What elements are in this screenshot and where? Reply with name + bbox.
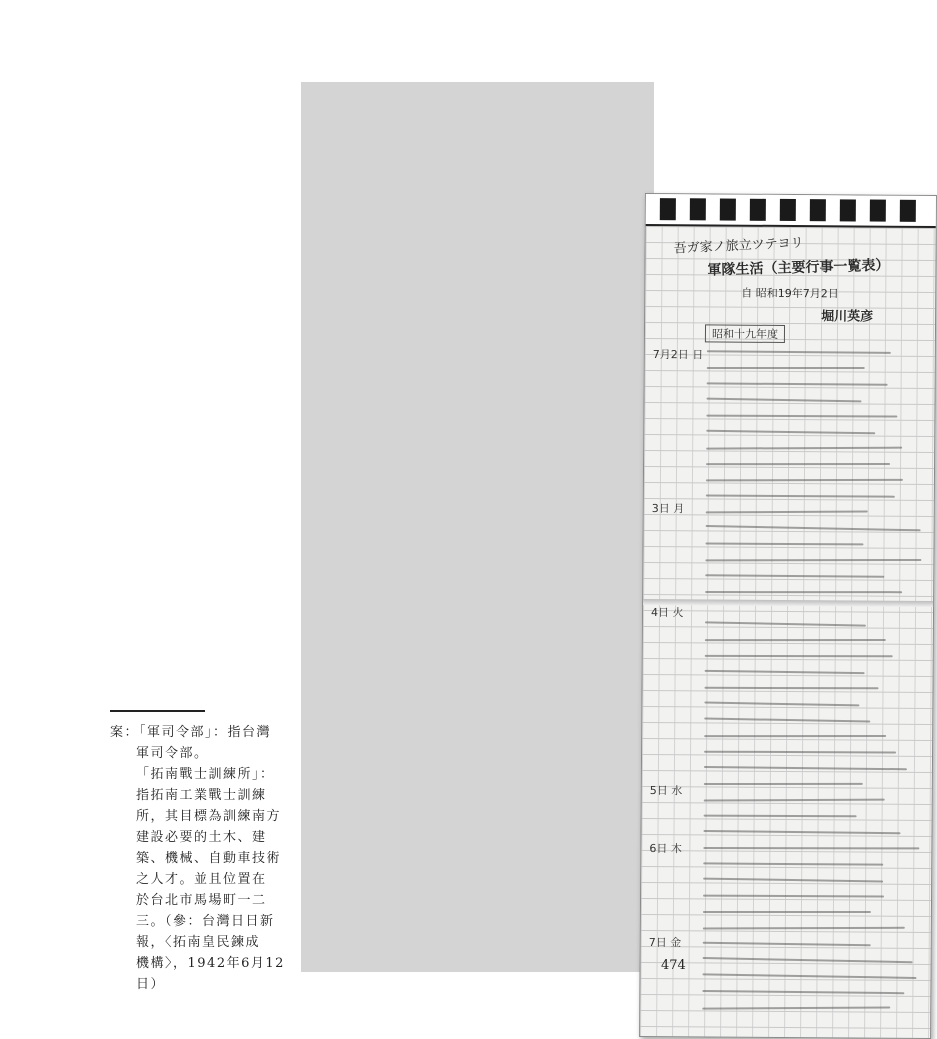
footnote-line: 報，〈拓南皇民鍊成 [136, 935, 261, 950]
handwriting-stroke [705, 559, 921, 561]
handwriting-stroke [707, 350, 891, 354]
footnote [110, 722, 286, 995]
handwriting-stroke [706, 525, 921, 531]
handwriting-stroke [703, 942, 871, 946]
footnote-line: 機構〉，1942年6月12 [136, 956, 285, 971]
notebook-author: 堀川英彦 [821, 309, 874, 325]
footnote-line: 日） [136, 977, 166, 992]
notebook-heading-3: 自 昭和19年7月2日 [741, 286, 839, 301]
notebook-date: 3日 月 [651, 502, 685, 516]
handwriting-stroke [706, 430, 875, 435]
handwriting-stroke [703, 862, 883, 865]
handwriting-stroke [702, 973, 916, 979]
handwriting-stroke [706, 463, 890, 465]
handwriting-stroke [704, 815, 857, 818]
handwriting-stroke [705, 543, 863, 546]
footnote-line: 指拓南工業戰士訓練 [136, 788, 267, 803]
handwriting-stroke [707, 398, 862, 403]
notebook-heading-2: 軍隊生活（主要行事一覧表） [707, 257, 890, 279]
handwriting-stroke [704, 783, 863, 785]
handwriting-stroke [704, 799, 885, 802]
footnote-line: 建設必要的土木、建 [136, 830, 267, 845]
handwriting-stroke [703, 895, 884, 898]
footnote-line: 案：「軍司令部」：指台灣 [110, 725, 272, 740]
handwriting-stroke [703, 927, 905, 930]
handwriting-stroke [706, 415, 897, 418]
handwriting-stroke [704, 751, 896, 754]
handwriting-stroke [704, 687, 878, 689]
handwriting-stroke [704, 766, 907, 770]
notebook-fold [643, 599, 933, 607]
handwriting-stroke [703, 847, 919, 849]
handwriting-stroke [702, 1006, 890, 1009]
handwriting-stroke [707, 382, 888, 385]
notebook-date: 7月2日 日 [652, 348, 704, 362]
footnote-line: 於台北市馬場町一二 [136, 893, 267, 908]
handwriting-stroke [705, 591, 902, 593]
handwriting-stroke [705, 639, 886, 641]
notebook-date: 7日 金 [648, 936, 682, 950]
handwriting-stroke [705, 670, 865, 674]
handwriting-stroke [704, 718, 870, 723]
handwriting-stroke [706, 447, 902, 450]
notebook-date: 5日 水 [649, 784, 683, 798]
footnote-rule [110, 710, 205, 712]
handwriting-stroke [704, 701, 859, 706]
notebook-heading-1: 吾ガ家ノ旅立ツテヨリ [673, 235, 804, 257]
handwriting-stroke [706, 511, 868, 514]
footnote-line: 三。（參：台灣日日新 [136, 914, 275, 929]
handwriting-stroke [703, 830, 900, 834]
handwriting-stroke [703, 957, 913, 963]
notebook-section: 昭和十九年度 [705, 324, 785, 343]
footnote-line: 之人才。並且位置在 [136, 872, 267, 887]
footnote-line: 築、機械、自動車技術 [136, 851, 282, 866]
handwriting-stroke [703, 878, 883, 883]
handwriting-stroke [705, 655, 893, 657]
handwriting-stroke [703, 911, 871, 913]
handwriting-stroke [705, 621, 866, 626]
handwriting-stroke [707, 367, 865, 369]
handwriting-stroke [706, 479, 903, 482]
notebook-binding [646, 194, 936, 228]
handwriting-stroke [702, 990, 904, 994]
handwriting-stroke [704, 735, 886, 737]
footnote-line: 所，其目標為訓練南方 [136, 809, 282, 824]
page-number: 474 [661, 958, 686, 973]
footnote-line: 「拓南戰士訓練所」： [136, 767, 275, 782]
notebook-date: 6日 木 [649, 842, 682, 856]
handwriting-stroke [706, 494, 895, 497]
footnote-line: 軍司令部。 [136, 746, 209, 761]
handwritten-notebook-photo [639, 193, 937, 1039]
handwriting-stroke [705, 574, 884, 577]
notebook-date: 4日 火 [650, 606, 684, 620]
